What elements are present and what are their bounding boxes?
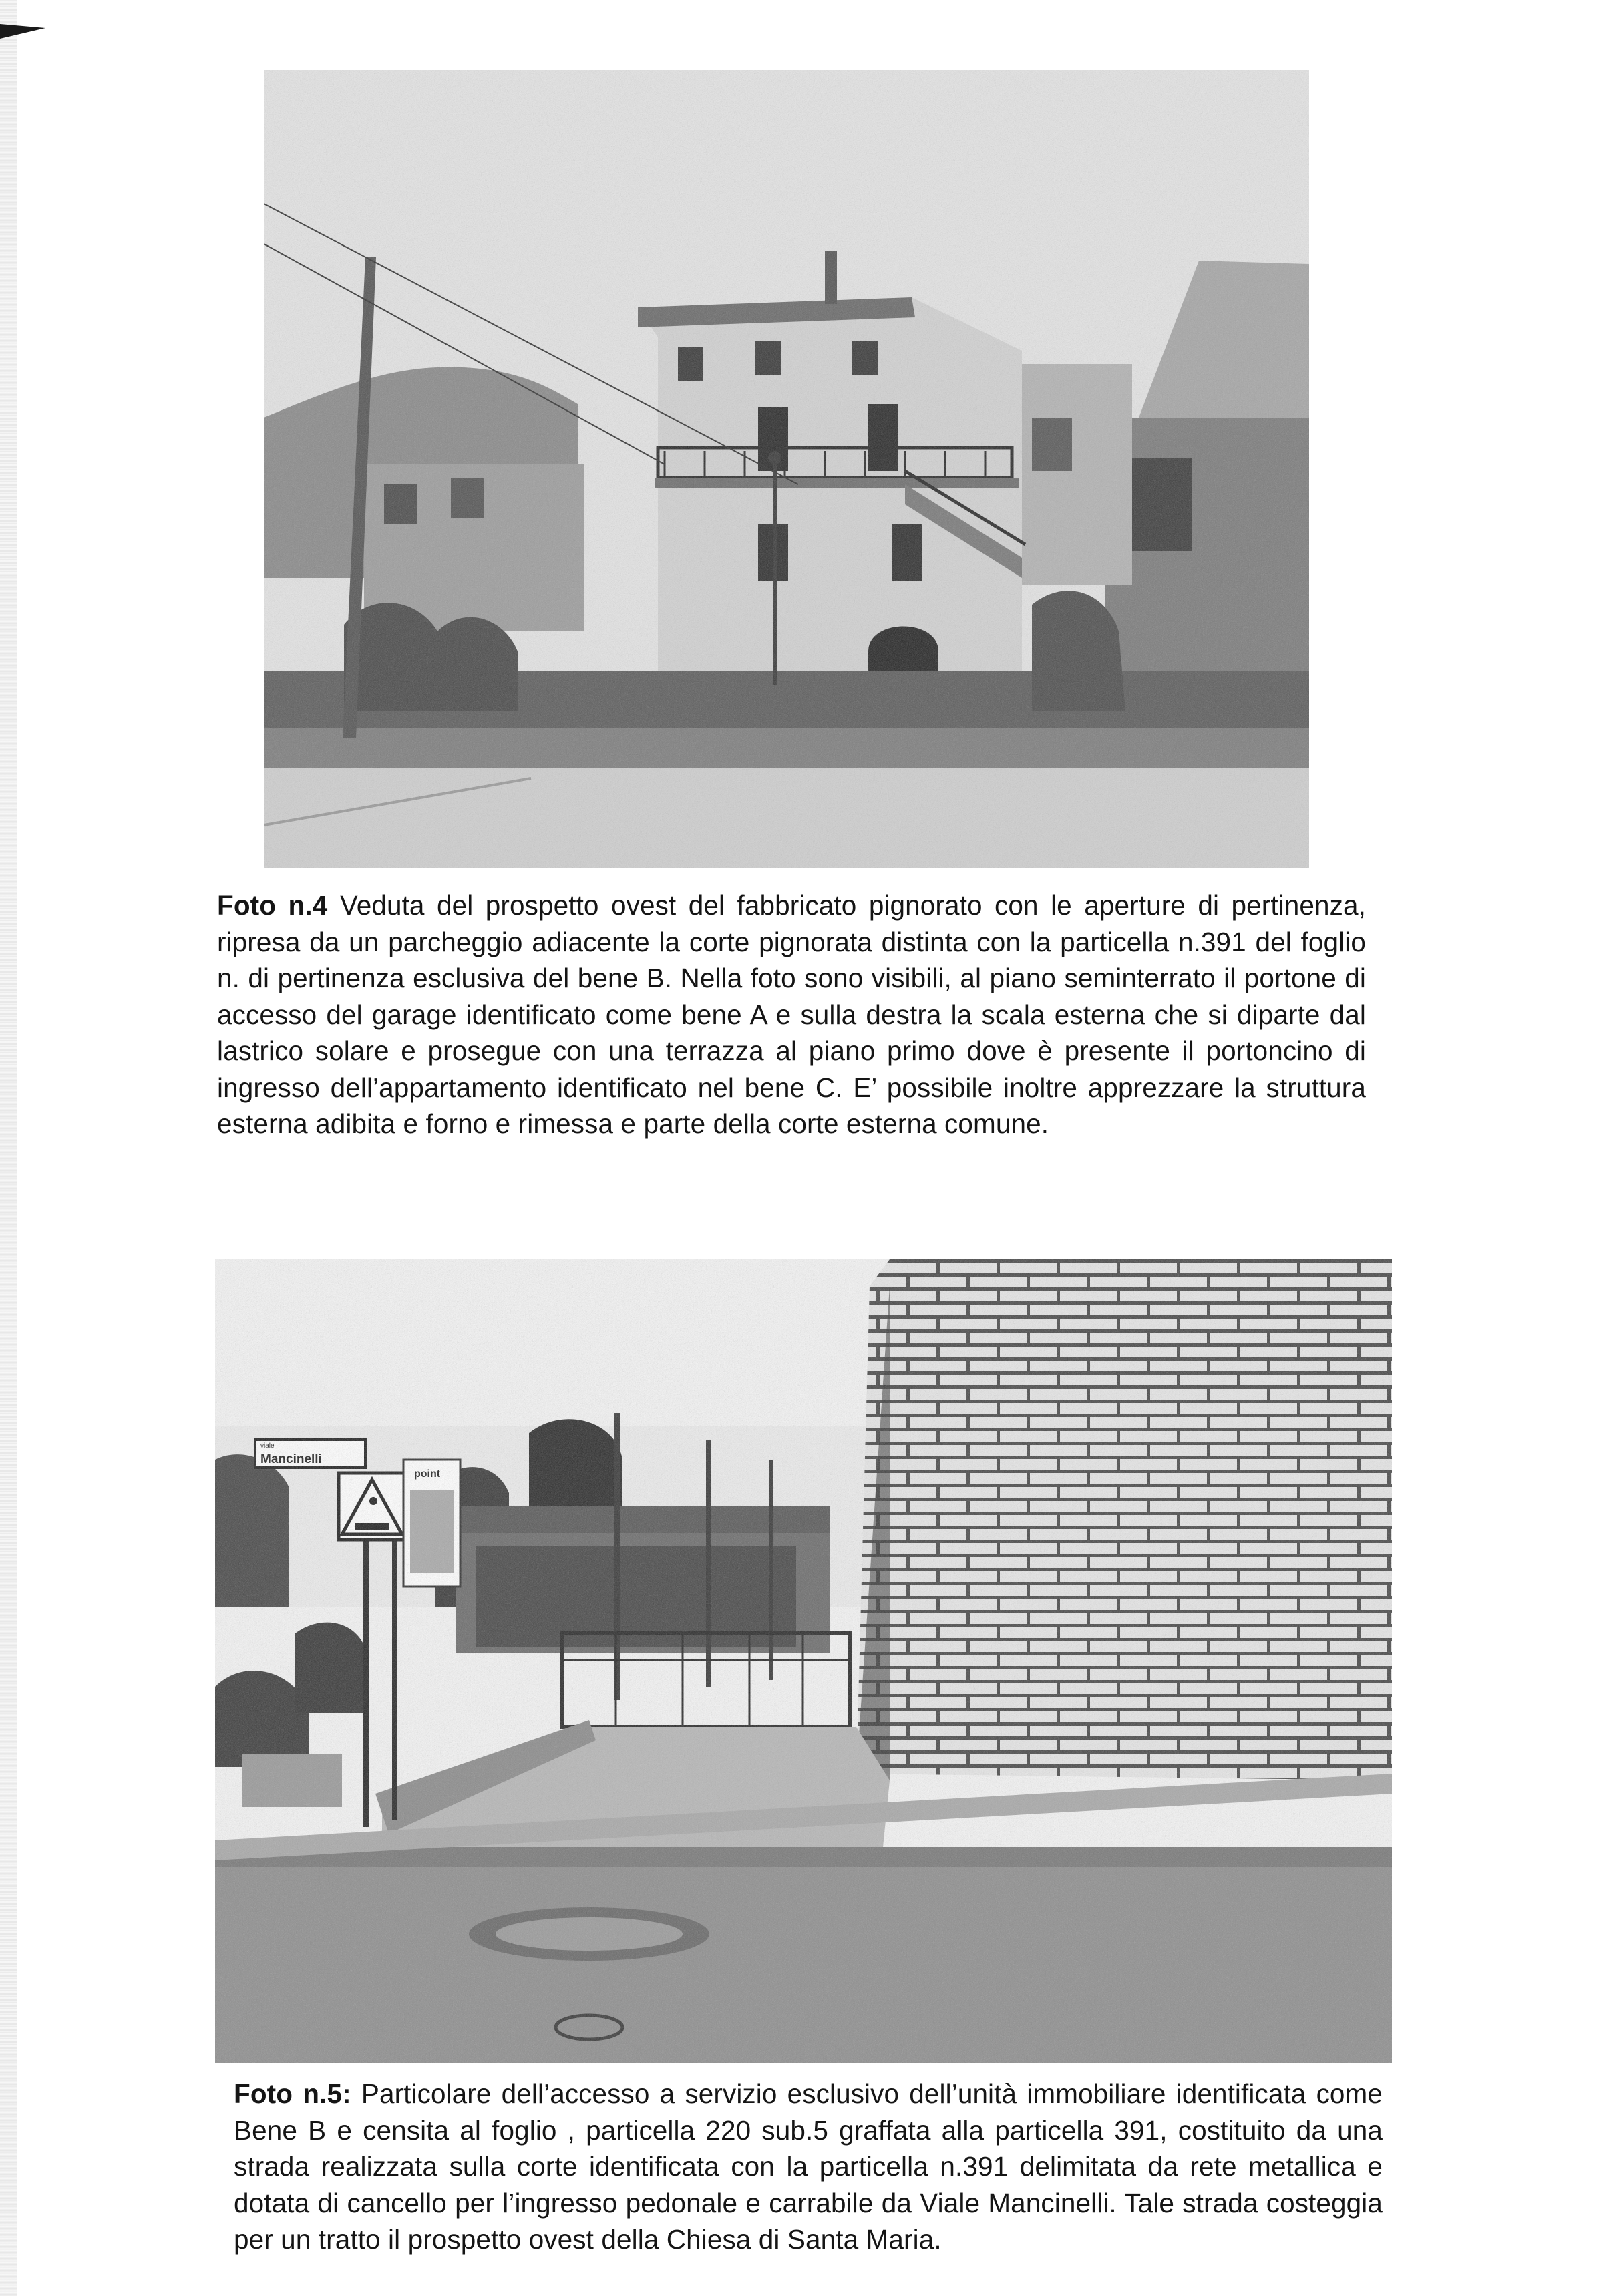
caption-photo-4 [217,887,1366,1142]
scan-edge [0,0,17,2296]
photo-access-road [215,1259,1392,2063]
photo-4-caption-text: Veduta del prospetto ovest del fabbricato pignorato con le aperture di pertinenza, ripresa da un parcheggio adiacente la corte pignorata distinta con la particella n.391 del foglio n. di pertinenza esclusiva del bene B. Nella foto sono visibili, al piano seminterrato il portone di accesso del garage identificato come bene A e sulla destra la scala esterna che si diparte dal lastrico solare e prosegue con una terrazza al piano primo dove è presente il portoncino di ingresso dell’appartamento identificato nel bene C. E’ possibile inoltre apprezzare la struttura esterna adibita e forno e rimessa e parte della corte esterna comune. [217,890,1366,1139]
photo-5-caption-text: Particolare dell’accesso a servizio esclusivo dell’unità immobiliare identificata come Bene B e censita al foglio , particella 220 sub.5 graffata alla particella 391, costituito da una strada realizzata sulla corte identificata con la particella n.391 delimitata da rete metallica e dotata di cancello per l’ingresso pedonale e carrabile da Viale Mancinelli. Tale strada costeggia per un tratto il prospetto ovest della Chiesa di Santa Maria. [234,2078,1383,2255]
photo-house-west-facade [264,70,1309,868]
photo-5-label: Foto n.5: [234,2078,351,2109]
caption-photo-5 [234,2076,1383,2258]
photo-4-label: Foto n.4 [217,890,328,921]
corner-mark [0,19,47,45]
